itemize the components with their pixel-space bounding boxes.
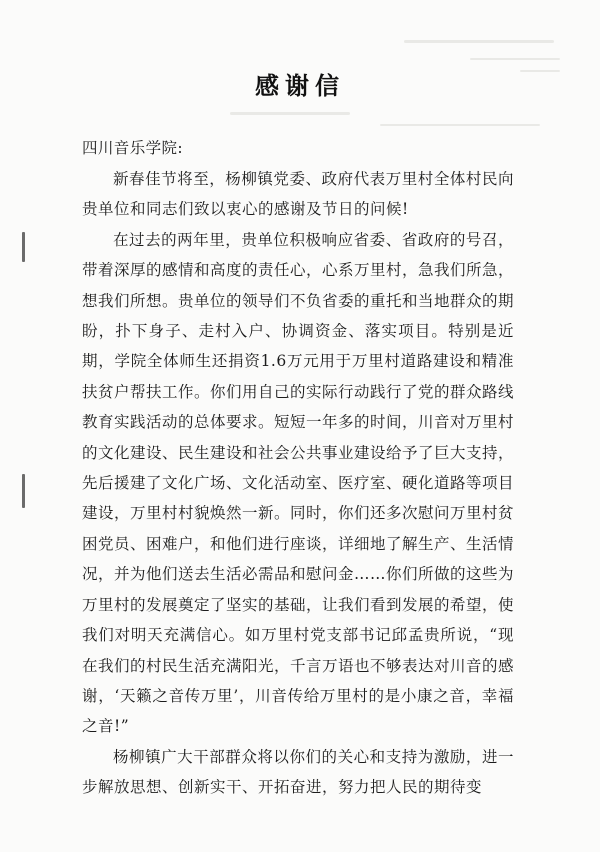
paragraph: 杨柳镇广大干部群众将以你们的关心和支持为激励，进一步解放思想、创新实干、开拓奋进，努力把人民的期待变 — [82, 747, 514, 797]
bleed-mark — [230, 112, 350, 115]
letter-body — [82, 164, 514, 803]
staple-mark-top — [22, 232, 25, 262]
paragraph: 在过去的两年里，贵单位积极响应省委、省政府的号召，带着深厚的感情和高度的责任心，心系万里村，急我们所急，想我们所想。贵单位的领导们不负省委的重托和当地群众的期盼，扑下身子、走村入户、协调资金、落实项目。特别是近期，学院全体师生还捐资1.6万元用于万里村道路建设和精准扶贫户帮扶工作。你们用自己的实际行动践行了党的群众路线教育实践活动的总体要求。短短一年多的时间，川音对万里村的文化建设、民生建设和社会公共事业建设给予了巨大支持，先后援建了文化广场、文化活动室、医疗室、硬化道路等项目建设，万里村村貌焕然一新。同时，你们还多次慰问万里村贫困党员、困难户，和他们进行座谈，详细地了解生产、生活情况，并为他们送去生活必需品和慰问金……你们所做的这些为万里村的发展奠定了坚实的基础，让我们看到发展的希望，使我们对明天充满信心。如万里村党支部书记邱孟贵所说，“现在我们的村民生活充满阳光，千言万语也不够表达对川音的感谢，‘天籁之音传万里’，川音传给万里村的是小康之音，幸福之音!” — [82, 230, 515, 736]
bleed-mark — [470, 58, 560, 60]
letter-salutation: 四川音乐学院: — [82, 139, 184, 157]
letter-title: 感谢信 — [255, 71, 345, 100]
paragraph: 新春佳节将至，杨柳镇党委、政府代表万里村全体村民向贵单位和同志们致以衷心的感谢及节日的问候! — [82, 170, 514, 219]
staple-mark-bottom — [22, 474, 25, 508]
bleed-mark — [404, 40, 554, 43]
bleed-mark — [380, 124, 540, 126]
